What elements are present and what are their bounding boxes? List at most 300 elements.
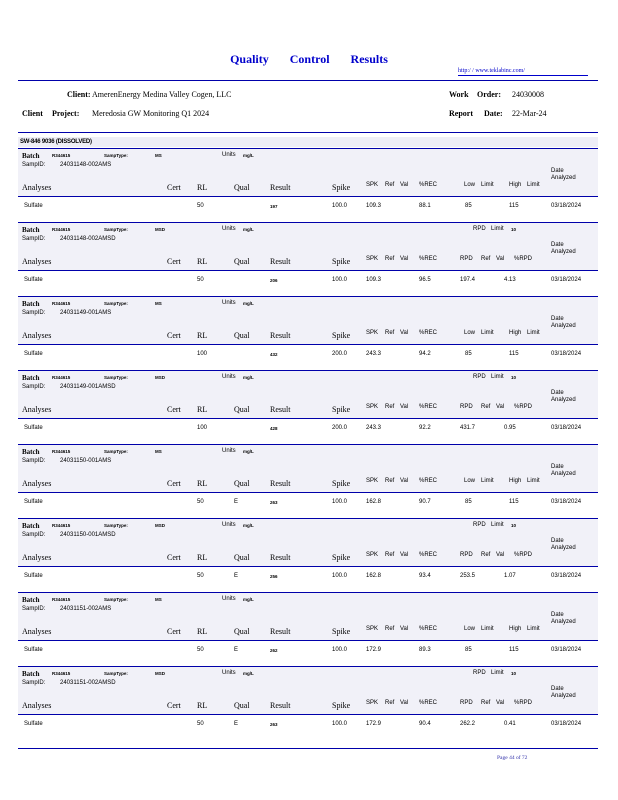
qual-value: E: [234, 647, 239, 653]
batch-value: R344615: [52, 375, 71, 380]
col-ref2: Ref: [481, 256, 491, 262]
low-limit-value: 85: [465, 647, 472, 653]
result-value: 197: [270, 204, 278, 209]
rpd-value: 0.41: [504, 721, 516, 727]
method-heading: SW-846 9036 (DISSOLVED): [20, 139, 92, 145]
col-high-limit: Limit: [527, 182, 540, 188]
qc-block: [18, 518, 598, 586]
samptype-value: MSD: [155, 523, 165, 528]
rec-value: 94.2: [419, 351, 431, 357]
col-result: Result: [270, 405, 291, 414]
col-ref: Ref: [385, 700, 395, 706]
header-underline: [18, 714, 598, 715]
analyzed-label: Analyzed: [551, 249, 576, 255]
col-result: Result: [270, 479, 291, 488]
units-value: mg/L: [243, 153, 254, 158]
samptype-value: MS: [155, 301, 162, 306]
col-analyses: Analyses: [22, 701, 52, 710]
col-rec: %REC: [419, 700, 438, 706]
col-pct-rpd: %RPD: [514, 404, 533, 410]
units-value: mg/L: [243, 523, 254, 528]
col-ref2: Ref: [481, 404, 491, 410]
units-label: Units: [222, 374, 236, 380]
col-qual: Qual: [234, 553, 250, 562]
rpd-limit-value: 10: [511, 227, 517, 232]
col-spk: SPK: [366, 552, 379, 558]
analyte-name: Sulfate: [24, 425, 43, 431]
samptype-label: SampType:: [104, 671, 128, 676]
rpd-limit-value: 10: [511, 523, 517, 528]
method-bar: [18, 137, 598, 147]
col-cert: Cert: [167, 627, 181, 636]
col-result: Result: [270, 257, 291, 266]
col-rec: %REC: [419, 626, 438, 632]
title-word: Quality: [230, 52, 269, 66]
rpd-ref-value: 262.2: [460, 721, 476, 727]
col-ref: Ref: [385, 182, 395, 188]
order-label: Order:: [477, 90, 501, 99]
units-label: Units: [222, 448, 236, 454]
col-spk: SPK: [366, 256, 379, 262]
col-spike: Spike: [332, 405, 351, 414]
col-result: Result: [270, 701, 291, 710]
rec-value: 90.7: [419, 499, 431, 505]
rl-value: 100: [197, 351, 208, 357]
col-spk: SPK: [366, 700, 379, 706]
analyte-name: Sulfate: [24, 277, 43, 283]
project-value: Meredosia GW Monitoring Q1 2024: [92, 109, 210, 118]
spk-ref-value: 162.8: [366, 573, 382, 579]
high-limit-value: 115: [509, 203, 519, 209]
col-rl: RL: [197, 627, 208, 636]
col-ref: Ref: [385, 330, 395, 336]
units-label: Units: [222, 226, 236, 232]
col-rl: RL: [197, 257, 208, 266]
col-rpd: RPD: [460, 552, 473, 558]
batch-label: Batch: [22, 374, 40, 382]
spike-value: 100.0: [332, 721, 348, 727]
rpd-limit-value: 10: [511, 375, 517, 380]
units-label: Units: [222, 670, 236, 676]
rpd-value: 4.13: [504, 277, 516, 283]
col-rec: %REC: [419, 404, 438, 410]
result-value: 263: [270, 500, 278, 505]
col-spike: Spike: [332, 183, 351, 192]
sampid-value: 24031148-002AMSD: [60, 236, 116, 242]
col-analyses: Analyses: [22, 257, 52, 266]
col-high: High: [509, 478, 522, 484]
col-rpd: RPD: [460, 700, 473, 706]
analyte-name: Sulfate: [24, 573, 43, 579]
sampid-value: 24031148-002AMS: [60, 162, 112, 168]
col-val: Val: [400, 182, 409, 188]
rpd-ref-value: 431.7: [460, 425, 476, 431]
samptype-label: SampType:: [104, 227, 128, 232]
analyzed-label: Analyzed: [551, 471, 576, 477]
rpd-ref-value: 197.4: [460, 277, 476, 283]
col-rec: %REC: [419, 552, 438, 558]
sampid-label: SampID:: [22, 680, 46, 686]
rpd-limit-label: Limit: [491, 374, 504, 380]
rpd-limit-label: Limit: [491, 522, 504, 528]
spike-value: 100.0: [332, 203, 348, 209]
sampid-label: SampID:: [22, 162, 46, 168]
client-label: Client:: [67, 90, 91, 99]
col-result: Result: [270, 183, 291, 192]
col-low: Low: [464, 330, 476, 336]
work-label: Work: [449, 90, 469, 99]
col-analyses: Analyses: [22, 627, 52, 636]
col-spike: Spike: [332, 331, 351, 340]
report-label: Report: [449, 109, 473, 118]
block-rule: [18, 592, 598, 593]
col-ref: Ref: [385, 404, 395, 410]
col-low-limit: Limit: [481, 330, 494, 336]
spike-value: 200.0: [332, 425, 348, 431]
rl-value: 50: [197, 573, 204, 579]
rpd-value: 0.95: [504, 425, 516, 431]
sampid-value: 24031150-001AMSD: [60, 532, 116, 538]
header-underline: [18, 418, 598, 419]
page-number: Page 44 of 72: [497, 755, 528, 761]
qc-block: [18, 148, 598, 216]
rec-value: 93.4: [419, 573, 431, 579]
col-low: Low: [464, 478, 476, 484]
result-value: 432: [270, 352, 278, 357]
date-analyzed-value: 03/18/2024: [551, 203, 582, 209]
high-limit-value: 115: [509, 647, 519, 653]
units-label: Units: [222, 152, 236, 158]
spike-value: 200.0: [332, 351, 348, 357]
col-qual: Qual: [234, 183, 250, 192]
date-analyzed-value: 03/18/2024: [551, 277, 582, 283]
col-rl: RL: [197, 405, 208, 414]
batch-value: R344615: [52, 671, 71, 676]
units-value: mg/L: [243, 671, 254, 676]
rpd-label: RPD: [473, 522, 486, 528]
qc-block: [18, 666, 598, 734]
col-rpd: RPD: [460, 256, 473, 262]
title-word: Control: [289, 52, 330, 66]
col-spike: Spike: [332, 257, 351, 266]
units-value: mg/L: [243, 375, 254, 380]
col-qual: Qual: [234, 701, 250, 710]
block-rule: [18, 296, 598, 297]
analyzed-label: Analyzed: [551, 323, 576, 329]
col-rec: %REC: [419, 256, 438, 262]
rl-value: 50: [197, 647, 204, 653]
rpd-ref-value: 253.5: [460, 573, 476, 579]
batch-label: Batch: [22, 448, 40, 456]
col-val2: Val: [496, 700, 505, 706]
batch-value: R344615: [52, 153, 71, 158]
col-high-limit: Limit: [527, 478, 540, 484]
date-label: Date:: [484, 109, 503, 118]
col-spike: Spike: [332, 553, 351, 562]
samptype-label: SampType:: [104, 375, 128, 380]
col-result: Result: [270, 331, 291, 340]
col-cert: Cert: [167, 331, 181, 340]
sampid-value: 24031151-002AMSD: [60, 680, 116, 686]
date-label: Date: [551, 612, 564, 618]
col-spike: Spike: [332, 701, 351, 710]
date-label: Date: [551, 316, 564, 322]
spk-ref-value: 243.3: [366, 425, 382, 431]
qual-value: E: [234, 573, 239, 579]
order-value: 24030008: [512, 90, 544, 99]
result-value: 206: [270, 278, 278, 283]
date-analyzed-value: 03/18/2024: [551, 425, 582, 431]
units-label: Units: [222, 596, 236, 602]
date-label: Date: [551, 686, 564, 692]
units-value: mg/L: [243, 449, 254, 454]
date-analyzed-value: 03/18/2024: [551, 499, 582, 505]
block-rule: [18, 666, 598, 667]
spk-ref-value: 109.3: [366, 277, 382, 283]
header-underline: [18, 566, 598, 567]
date-analyzed-value: 03/18/2024: [551, 721, 582, 727]
rpd-label: RPD: [473, 670, 486, 676]
date-label: Date: [551, 168, 564, 174]
date-analyzed-value: 03/18/2024: [551, 351, 582, 357]
col-analyses: Analyses: [22, 479, 52, 488]
col-cert: Cert: [167, 553, 181, 562]
col-high: High: [509, 626, 522, 632]
col-cert: Cert: [167, 257, 181, 266]
col-cert: Cert: [167, 479, 181, 488]
sampid-label: SampID:: [22, 384, 46, 390]
col-analyses: Analyses: [22, 553, 52, 562]
block-rule: [18, 370, 598, 371]
spike-value: 100.0: [332, 647, 348, 653]
col-cert: Cert: [167, 701, 181, 710]
qual-value: E: [234, 721, 239, 727]
col-low-limit: Limit: [481, 182, 494, 188]
sampid-label: SampID:: [22, 606, 46, 612]
client-value: AmerenEnergy Medina Valley Cogen, LLC: [92, 90, 232, 99]
rpd-label: RPD: [473, 374, 486, 380]
sampid-label: SampID:: [22, 458, 46, 464]
sampid-label: SampID:: [22, 532, 46, 538]
units-value: mg/L: [243, 227, 254, 232]
col-pct-rpd: %RPD: [514, 700, 533, 706]
col-analyses: Analyses: [22, 331, 52, 340]
title-word: Results: [350, 52, 388, 66]
col-val2: Val: [496, 552, 505, 558]
analyte-name: Sulfate: [24, 647, 43, 653]
date-label: Date: [551, 390, 564, 396]
header-underline: [18, 640, 598, 641]
col-ref2: Ref: [481, 700, 491, 706]
report-title: [0, 52, 618, 67]
rec-value: 88.1: [419, 203, 431, 209]
col-spk: SPK: [366, 330, 379, 336]
col-rl: RL: [197, 701, 208, 710]
col-rl: RL: [197, 331, 208, 340]
col-val2: Val: [496, 256, 505, 262]
col-val: Val: [400, 700, 409, 706]
sampid-label: SampID:: [22, 310, 46, 316]
batch-label: Batch: [22, 152, 40, 160]
header-underline: [18, 196, 598, 197]
col-spike: Spike: [332, 479, 351, 488]
col-ref: Ref: [385, 552, 395, 558]
spk-ref-value: 162.8: [366, 499, 382, 505]
col-val: Val: [400, 404, 409, 410]
col-spk: SPK: [366, 626, 379, 632]
header-rule: [18, 80, 598, 81]
col-val: Val: [400, 626, 409, 632]
col-rpd: RPD: [460, 404, 473, 410]
col-val: Val: [400, 552, 409, 558]
date-label: Date: [551, 464, 564, 470]
footer-rule: [18, 748, 598, 749]
rec-value: 90.4: [419, 721, 431, 727]
rec-value: 96.5: [419, 277, 431, 283]
rl-value: 50: [197, 721, 204, 727]
date-analyzed-value: 03/18/2024: [551, 647, 582, 653]
col-rec: %REC: [419, 478, 438, 484]
rpd-label: RPD: [473, 226, 486, 232]
date-label: Date: [551, 538, 564, 544]
result-value: 263: [270, 722, 278, 727]
batch-label: Batch: [22, 226, 40, 234]
high-limit-value: 115: [509, 351, 519, 357]
samptype-value: MSD: [155, 375, 165, 380]
col-qual: Qual: [234, 479, 250, 488]
spk-ref-value: 172.9: [366, 647, 382, 653]
analyzed-label: Analyzed: [551, 397, 576, 403]
samptype-label: SampType:: [104, 523, 128, 528]
col-result: Result: [270, 627, 291, 636]
col-high: High: [509, 330, 522, 336]
col-pct-rpd: %RPD: [514, 256, 533, 262]
qual-value: E: [234, 499, 239, 505]
batch-label: Batch: [22, 670, 40, 678]
analyzed-label: Analyzed: [551, 545, 576, 551]
qc-block: [18, 370, 598, 438]
spk-ref-value: 243.3: [366, 351, 382, 357]
col-high: High: [509, 182, 522, 188]
col-qual: Qual: [234, 331, 250, 340]
col-ref: Ref: [385, 256, 395, 262]
result-value: 256: [270, 574, 278, 579]
units-value: mg/L: [243, 301, 254, 306]
samptype-value: MSD: [155, 227, 165, 232]
col-val: Val: [400, 256, 409, 262]
col-high-limit: Limit: [527, 626, 540, 632]
col-val: Val: [400, 330, 409, 336]
analyte-name: Sulfate: [24, 721, 43, 727]
rpd-limit-label: Limit: [491, 670, 504, 676]
project-label2: Project:: [52, 109, 80, 118]
col-qual: Qual: [234, 257, 250, 266]
samptype-value: MSD: [155, 671, 165, 676]
col-low-limit: Limit: [481, 478, 494, 484]
rec-value: 89.3: [419, 647, 431, 653]
col-ref: Ref: [385, 626, 395, 632]
spike-value: 100.0: [332, 573, 348, 579]
rl-value: 50: [197, 499, 204, 505]
spike-value: 100.0: [332, 277, 348, 283]
analyte-name: Sulfate: [24, 351, 43, 357]
col-qual: Qual: [234, 405, 250, 414]
col-rl: RL: [197, 553, 208, 562]
sampid-value: 24031150-001AMS: [60, 458, 112, 464]
sampid-value: 24031151-002AMS: [60, 606, 112, 612]
col-spk: SPK: [366, 404, 379, 410]
rl-value: 100: [197, 425, 208, 431]
col-rl: RL: [197, 479, 208, 488]
col-rec: %REC: [419, 330, 438, 336]
col-qual: Qual: [234, 627, 250, 636]
samptype-label: SampType:: [104, 449, 128, 454]
low-limit-value: 85: [465, 203, 472, 209]
rpd-limit-label: Limit: [491, 226, 504, 232]
units-label: Units: [222, 300, 236, 306]
block-rule: [18, 518, 598, 519]
analyzed-label: Analyzed: [551, 619, 576, 625]
col-ref2: Ref: [481, 552, 491, 558]
samptype-label: SampType:: [104, 301, 128, 306]
col-spk: SPK: [366, 478, 379, 484]
batch-value: R344615: [52, 301, 71, 306]
block-rule: [18, 148, 598, 149]
rpd-limit-value: 10: [511, 671, 517, 676]
website-link[interactable]: http:/ / www.teklabinc.com/: [458, 68, 588, 76]
batch-value: R344615: [52, 227, 71, 232]
result-value: 428: [270, 426, 278, 431]
col-low: Low: [464, 182, 476, 188]
col-cert: Cert: [167, 183, 181, 192]
col-rec: %REC: [419, 182, 438, 188]
project-label: Client: [22, 109, 43, 118]
col-val: Val: [400, 478, 409, 484]
spike-value: 100.0: [332, 499, 348, 505]
rec-value: 92.2: [419, 425, 431, 431]
col-cert: Cert: [167, 405, 181, 414]
sampid-value: 24031149-001AMSD: [60, 384, 116, 390]
qc-block: [18, 444, 598, 512]
date-label: Date: [551, 242, 564, 248]
block-rule: [18, 444, 598, 445]
col-spike: Spike: [332, 627, 351, 636]
date-analyzed-value: 03/18/2024: [551, 573, 582, 579]
analyzed-label: Analyzed: [551, 175, 576, 181]
qc-block: [18, 296, 598, 364]
col-spk: SPK: [366, 182, 379, 188]
header-underline: [18, 344, 598, 345]
high-limit-value: 115: [509, 499, 519, 505]
qc-block: [18, 592, 598, 660]
units-label: Units: [222, 522, 236, 528]
block-rule: [18, 222, 598, 223]
header-underline: [18, 492, 598, 493]
batch-label: Batch: [22, 596, 40, 604]
col-high-limit: Limit: [527, 330, 540, 336]
low-limit-value: 85: [465, 351, 472, 357]
samptype-value: MS: [155, 153, 162, 158]
section-rule: [18, 132, 598, 133]
sampid-value: 24031149-001AMS: [60, 310, 112, 316]
batch-value: R344615: [52, 523, 71, 528]
samptype-label: SampType:: [104, 597, 128, 602]
col-low: Low: [464, 626, 476, 632]
col-pct-rpd: %RPD: [514, 552, 533, 558]
analyte-name: Sulfate: [24, 499, 43, 505]
analyte-name: Sulfate: [24, 203, 43, 209]
col-val2: Val: [496, 404, 505, 410]
